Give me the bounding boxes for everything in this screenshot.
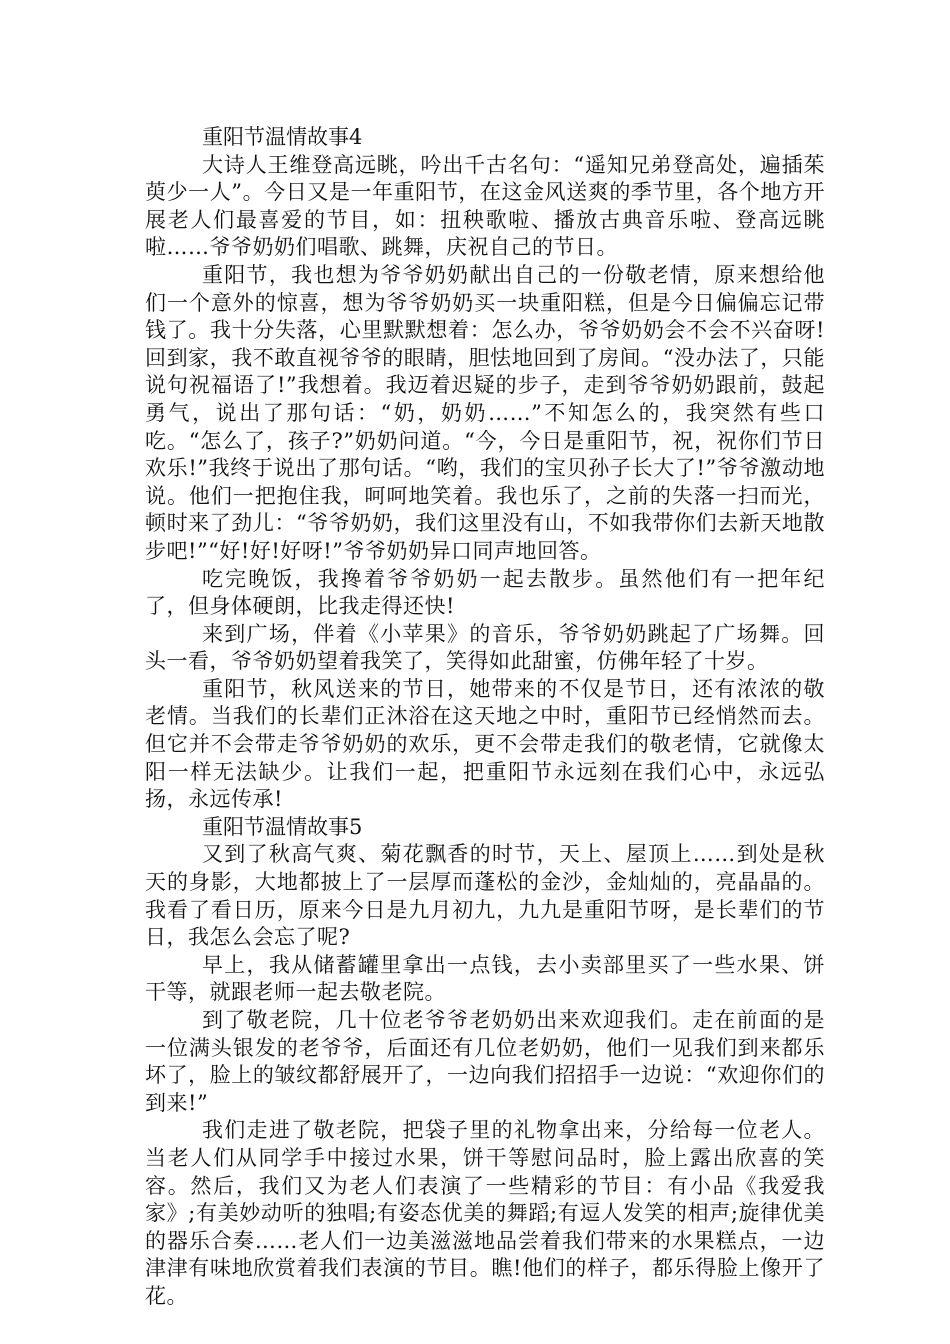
story-5-paragraph-4: 我们走进了敬老院，把袋子里的礼物拿出来，分给每一位老人。当老人们从同学手中接过水果，饼干等慰问品时，脸上露出欣喜的笑容。然后，我们又为老人们表演了一些精彩的节目：有小品《我爱我家》;有美妙动听的独唱;有姿态优美的舞蹈;有逗人发笑的相声;旋律优美的器乐合奏……老人们一边美滋滋地品尝着我们带来的水果糕点，一边津津有味地欣赏着我们表演的节目。瞧!他们的样子，都乐得脸上像开了花。 xyxy=(145,1118,825,1308)
story-5-paragraph-1: 又到了秋高气爽、菊花飘香的时节，天上、屋顶上……到处是秋天的身影，大地都披上了一层厚而蓬松的金沙，金灿灿的，亮晶晶的。我看了看日历，原来今日是九月初九，九九是重阳节呀，是长辈们的节日，我怎么会忘了呢? xyxy=(145,842,825,950)
story-5-paragraph-3: 到了敬老院，几十位老爷爷老奶奶出来欢迎我们。走在前面的是一位满头银发的老爷爷，后面还有几位老奶奶，他们一见我们到来都乐坏了，脸上的皱纹都舒展开了，一边向我们招招手一边说：“欢迎你们的到来!” xyxy=(145,1008,825,1115)
story-4-paragraph-3: 吃完晚饭，我搀着爷爷奶奶一起去散步。虽然他们有一把年纪了，但身体硬朗，比我走得还快! xyxy=(145,566,825,619)
section-title-story-4: 重阳节温情故事4 xyxy=(202,125,363,149)
section-title-story-5: 重阳节温情故事5 xyxy=(202,814,363,839)
story-4-paragraph-1: 大诗人王维登高远眺，吟出千古名句：“遥知兄弟登高处，遍插茱萸少一人”。今日又是一年重阳节，在这金风送爽的季节里，各个地方开展老人们最喜爱的节目，如：扭秧歌啦、播放古典音乐啦、登高远眺啦……爷爷奶奶们唱歌、跳舞，庆祝自己的节日。 xyxy=(145,152,825,260)
document-page xyxy=(145,124,825,1311)
story-4-paragraph-5: 重阳节，秋风送来的节日，她带来的不仅是节日，还有浓浓的敬老情。当我们的长辈们正沐浴在这天地之中时，重阳节已经悄然而去。但它并不会带走爷爷奶奶的欢乐，更不会带走我们的敬老情，它就像太阳一样无法缺少。让我们一起，把重阳节永远刻在我们心中，永远弘扬，永远传承! xyxy=(145,676,825,812)
story-4-paragraph-2: 重阳节，我也想为爷爷奶奶献出自己的一份敬老情，原来想给他们一个意外的惊喜，想为爷爷奶奶买一块重阳糕，但是今日偏偏忘记带钱了。我十分失落，心里默默想着：怎么办，爷爷奶奶会不会不兴奋呀!回到家，我不敢直视爷爷的眼睛，胆怯地回到了房间。“没办法了，只能说句祝福语了!”我想着。我迈着迟疑的步子，走到爷爷奶奶跟前，鼓起勇气，说出了那句话：“奶，奶奶……”不知怎么的，我突然有些口吃。“怎么了，孩子?”奶奶问道。“今，今日是重阳节，祝，祝你们节日欢乐!”我终于说出了那句话。“哟，我们的宝贝孙子长大了!”爷爷激动地说。他们一把抱住我，呵呵地笑着。我也乐了，之前的失落一扫而光，顿时来了劲儿：“爷爷奶奶，我们这里没有山，不如我带你们去新天地散步吧!”“好!好!好呀!”爷爷奶奶异口同声地回答。 xyxy=(145,262,825,563)
story-4-paragraph-4: 来到广场，伴着《小苹果》的音乐，爷爷奶奶跳起了广场舞。回头一看，爷爷奶奶望着我笑了，笑得如此甜蜜，仿佛年轻了十岁。 xyxy=(145,621,825,674)
story-5-paragraph-2: 早上，我从储蓄罐里拿出一点钱，去小卖部里买了一些水果、饼干等，就跟老师一起去敬老院。 xyxy=(145,952,825,1005)
